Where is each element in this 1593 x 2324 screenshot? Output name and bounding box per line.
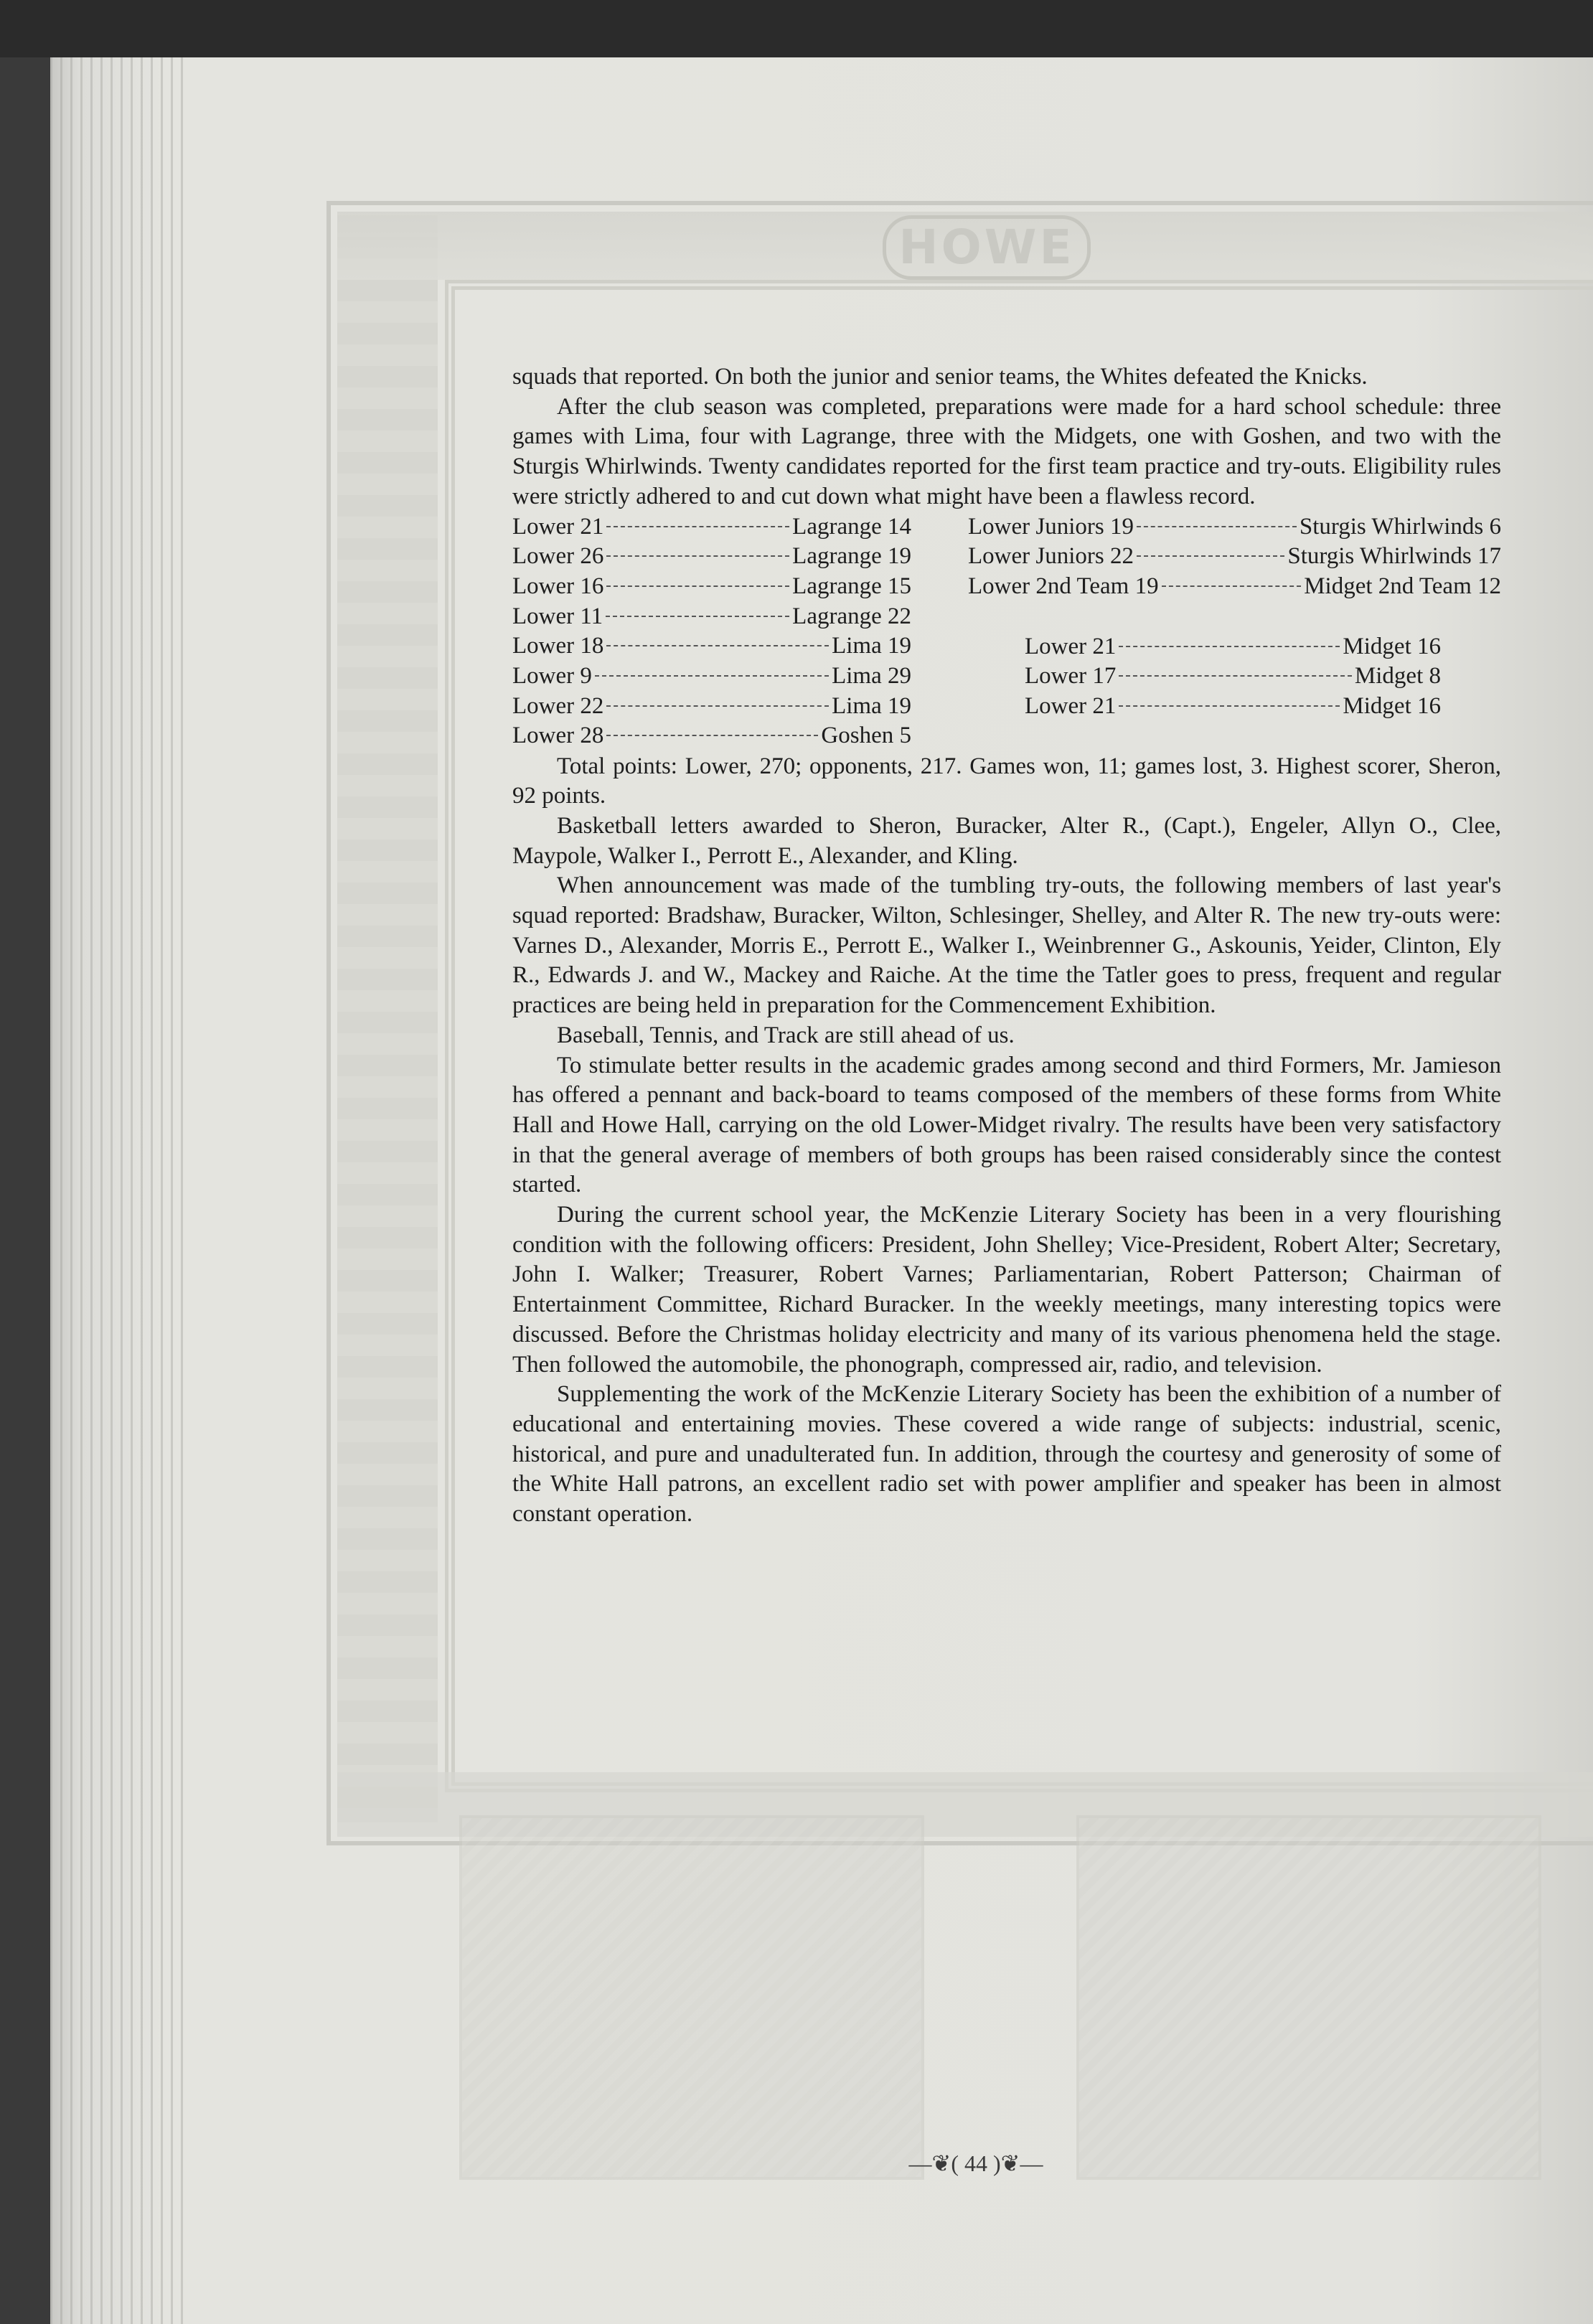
score-row: [968, 572, 1501, 602]
scores-column-right-bottom: [1025, 632, 1441, 722]
score-team: Lower 28: [512, 723, 604, 749]
score-row: [968, 542, 1501, 572]
score-row: [512, 602, 911, 632]
scores-column-right-top: [968, 512, 1501, 602]
score-opponent: Lagrange 14: [792, 513, 911, 540]
score-row: [1025, 692, 1441, 722]
score-row: [512, 572, 911, 602]
article-body: [512, 362, 1501, 1530]
score-team: Lower 22: [512, 692, 604, 719]
score-team: Lower 17: [1025, 663, 1117, 690]
ornament-left: —❦(: [908, 2150, 964, 2176]
scores-column-left: [512, 512, 911, 752]
paragraph: Total points: Lower, 270; opponents, 217. Games won, 11; games lost, 3. Highest scorer, Sheron, 92 points.: [512, 753, 1501, 809]
score-team: Lower 21: [1025, 692, 1117, 719]
score-row: [512, 542, 911, 572]
ornament-right: )❦—: [987, 2150, 1043, 2176]
score-leader-dashes: [1162, 585, 1302, 587]
score-opponent: Lima 19: [832, 692, 911, 719]
score-row: [1025, 632, 1441, 662]
score-leader-dashes: [606, 555, 789, 557]
howe-crest-label: HOWE: [883, 215, 1091, 280]
score-leader-dashes: [1119, 646, 1340, 647]
score-leader-dashes: [1137, 555, 1284, 557]
score-team: Lower 21: [512, 513, 604, 540]
score-team: Lower Juniors 22: [968, 543, 1134, 570]
score-team: Lower Juniors 19: [968, 513, 1134, 540]
score-row: [512, 662, 911, 692]
page-edges: [50, 57, 187, 2324]
score-row: [512, 512, 911, 542]
score-opponent: Goshen 5: [821, 723, 911, 749]
score-leader-dashes: [606, 645, 829, 646]
basketball-scores: [512, 512, 1501, 752]
score-opponent: Sturgis Whirlwinds 6: [1299, 513, 1501, 540]
score-row: [1025, 662, 1441, 692]
cannon-vignette-illustration: [459, 1815, 924, 2180]
paragraph: To stimulate better results in the academic grades among second and third Formers, Mr. Jamieson has offered a pennant and back-board to teams composed of the members of these forms from White Hall and Howe Hall, carrying on the old Lower-Midget rivalry. The results have been very satisfactory in that the general average of members of both groups has been raised considerably since the contest started.: [512, 1052, 1501, 1198]
score-leader-dashes: [1119, 675, 1352, 677]
score-opponent: Lima 19: [832, 633, 911, 659]
score-leader-dashes: [595, 675, 829, 677]
paragraph: squads that reported. On both the junior and senior teams, the Whites defeated the Knicks.: [512, 364, 1368, 390]
score-row: [512, 721, 911, 751]
score-opponent: Midget 16: [1343, 633, 1441, 659]
paragraph: After the club season was completed, preparations were made for a hard school schedule: three games with Lima, four with Lagrange, three with the Midgets, one with Goshen, and two with the Sturgis Whirlwinds. Twenty candidates reported for the first team practice and try-outs. Eligibility rules were strictly adhered to and cut down what might have been a flawless record.: [512, 393, 1501, 509]
score-opponent: Midget 8: [1354, 663, 1441, 690]
score-team: Lower 21: [1025, 633, 1117, 659]
score-team: Lower 26: [512, 543, 604, 570]
building-vignette-illustration: [1076, 1815, 1541, 2180]
paragraph: Baseball, Tennis, and Track are still ahead of us.: [557, 1022, 1015, 1048]
score-row: [512, 631, 911, 662]
page-number-value: 44: [964, 2150, 987, 2176]
score-leader-dashes: [606, 585, 789, 587]
paragraph: When announcement was made of the tumbling try-outs, the following members of last year's squad reported: Bradshaw, Buracker, Wilton, Schlesinger, Shelley, and Alter R. The new try-outs were: Varnes D., Alexander, Morris E., Perrott E., Walker I., Weinbrenner G., Askounis, Yeider, Clinton, Ely R., Edwards J. and W., Mackey and Raiche. At the time the Tatler goes to press, frequent and regular practices are being held in preparation for the Commencement Exhibition.: [512, 872, 1501, 1019]
score-opponent: Lagrange 15: [792, 573, 911, 599]
score-leader-dashes: [606, 526, 789, 527]
paragraph: Supplementing the work of the McKenzie Literary Society has been the exhibition of a number of educational and entertaining movies. These covered a wide range of subjects: industrial, scenic, historical, and pure and unadulterated fun. In addition, through the courtesy and generosity of some of the White Hall patrons, an excellent radio set with power amplifier and speaker has been in almost constant operation.: [512, 1381, 1501, 1528]
score-opponent: Lagrange 19: [792, 543, 911, 570]
score-leader-dashes: [606, 616, 789, 617]
score-leader-dashes: [606, 705, 829, 707]
score-leader-dashes: [1137, 526, 1297, 527]
score-team: Lower 9: [512, 662, 592, 689]
paragraph: Basketball letters awarded to Sheron, Buracker, Alter R., (Capt.), Engeler, Allyn O., Clee, Maypole, Walker I., Perrott E., Alexander, and Kling.: [512, 812, 1501, 869]
paragraph: During the current school year, the McKenzie Literary Society has been in a very flourishing condition with the following officers: President, John Shelley; Vice-President, Robert Alter; Secretary, John I. Walker; Treasurer, Robert Varnes; Parliamentarian, Robert Patterson; Chairman of Entertainment Committee, Richard Buracker. In the weekly meetings, many interesting topics were discussed. Before the Christmas holiday electricity and many of its various phenomena held the stage. Then followed the automobile, the phonograph, compressed air, radio, and television.: [512, 1202, 1501, 1378]
score-opponent: Midget 2nd Team 12: [1304, 573, 1501, 599]
score-row: [968, 512, 1501, 542]
score-opponent: Sturgis Whirlwinds 17: [1287, 543, 1501, 570]
score-team: Lower 11: [512, 603, 603, 629]
page-number: [883, 2150, 1069, 2177]
score-row: [512, 692, 911, 722]
score-opponent: Midget 16: [1343, 692, 1441, 719]
score-leader-dashes: [1119, 705, 1340, 707]
score-team: Lower 2nd Team 19: [968, 573, 1159, 599]
score-leader-dashes: [606, 735, 818, 736]
score-team: Lower 16: [512, 573, 604, 599]
score-team: Lower 18: [512, 633, 604, 659]
score-opponent: Lima 29: [832, 662, 911, 689]
binding-shadow: [0, 57, 57, 2324]
score-opponent: Lagrange 22: [792, 603, 911, 629]
